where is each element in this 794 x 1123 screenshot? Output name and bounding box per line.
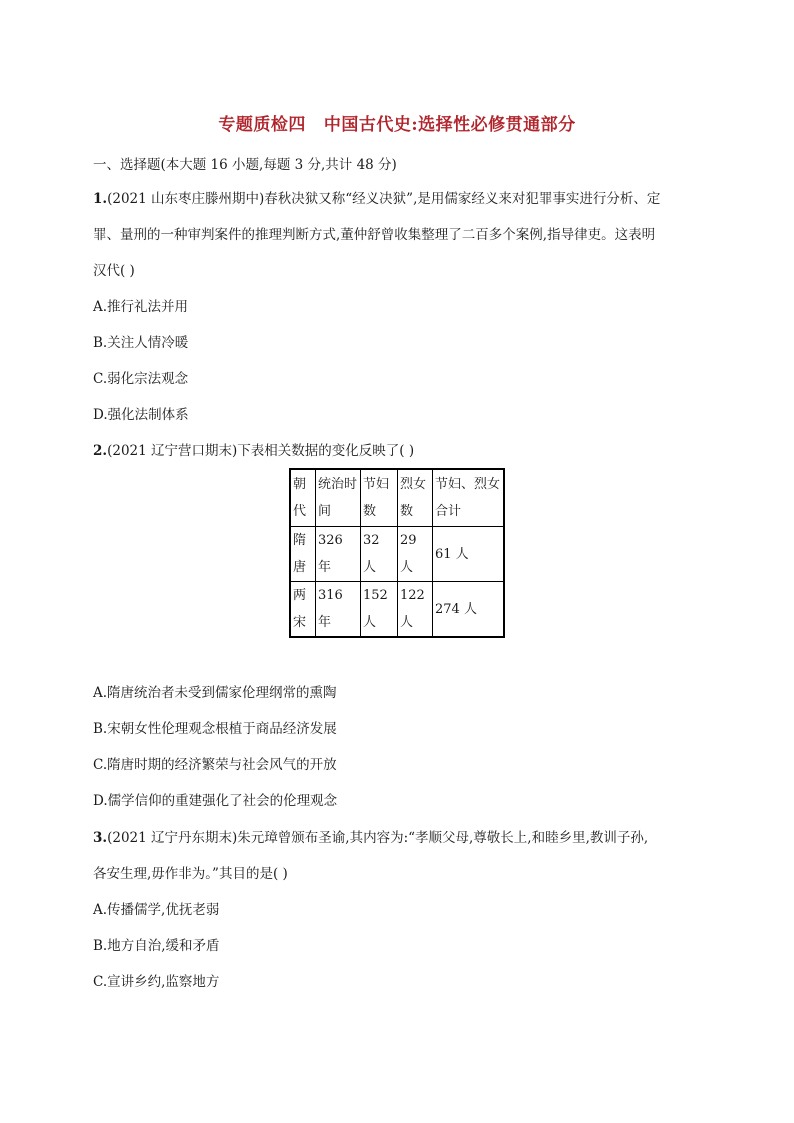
table-header-cell: 朝代 (290, 469, 316, 527)
q1-stem-2: 罪、量刑的一种审判案件的推理判断方式,董仲舒曾收集整理了二百多个案例,指导律吏。这表明 (93, 227, 656, 243)
table-cell: 152 人 (361, 582, 398, 638)
q1-option-b: B.关注人情冷暖 (93, 335, 189, 351)
q1-stem-1: (2021 山东枣庄滕州期中)春秋决狱又称“经义决狱”,是用儒家经义来对犯罪事实进行分析、定 (107, 191, 661, 207)
q3-option-a: A.传播儒学,优抚老弱 (93, 902, 220, 918)
title-left: 专题质检四 (218, 115, 306, 135)
table-cell: 274 人 (433, 582, 505, 638)
q1-stem-3: 汉代( ) (93, 263, 135, 279)
q2-option-c: C.隋唐时期的经济繁荣与社会风气的开放 (93, 757, 337, 773)
table-cell: 32 人 (361, 527, 398, 582)
section-heading: 一、选择题(本大题 16 小题,每题 3 分,共计 48 分) (93, 157, 397, 173)
table-row (290, 582, 504, 638)
q2-number: 2. (93, 443, 108, 459)
page-title (0, 110, 794, 135)
table-cell: 316 年 (316, 582, 361, 638)
q2-option-b: B.宋朝女性伦理观念根植于商品经济发展 (93, 721, 337, 737)
q3-stem-2: 各安生理,毋作非为。”其目的是( ) (93, 866, 288, 882)
q3-number: 3. (93, 830, 108, 846)
table-header-cell: 烈女数 (398, 469, 433, 527)
table-header-cell: 统治时间 (316, 469, 361, 527)
q3-line-1 (93, 829, 648, 847)
q1-option-a: A.推行礼法并用 (93, 299, 189, 315)
table-row (290, 527, 504, 582)
table-cell: 61 人 (433, 527, 505, 582)
q1-option-d: D.强化法制体系 (93, 407, 189, 423)
q2-stem: (2021 辽宁营口期末)下表相关数据的变化反映了( ) (107, 443, 415, 459)
table-cell: 两宋 (290, 582, 316, 638)
table-cell: 122 人 (398, 582, 433, 638)
q3-option-c: C.宣讲乡约,监察地方 (93, 974, 220, 990)
q2-line-1 (93, 442, 414, 460)
q2-option-d: D.儒学信仰的重建强化了社会的伦理观念 (93, 793, 338, 809)
q3-stem-1: (2021 辽宁丹东期末)朱元璋曾颁布圣谕,其内容为:“孝顺父母,尊敬长上,和睦乡里,教训子孙, (107, 830, 649, 846)
q3-option-b: B.地方自治,缓和矛盾 (93, 938, 220, 954)
table-header-cell: 节妇、烈女合计 (433, 469, 505, 527)
q1-number: 1. (93, 191, 108, 207)
table-cell: 29 人 (398, 527, 433, 582)
data-table (289, 468, 505, 638)
q2-option-a: A.隋唐统治者未受到儒家伦理纲常的熏陶 (93, 685, 337, 701)
q1-option-c: C.弱化宗法观念 (93, 371, 189, 387)
table-header-row (290, 469, 504, 527)
q1-line-1 (93, 190, 660, 208)
table-cell: 326 年 (316, 527, 361, 582)
title-right: 中国古代史:选择性必修贯通部分 (323, 115, 576, 135)
table-cell: 隋唐 (290, 527, 316, 582)
table-header-cell: 节妇数 (361, 469, 398, 527)
